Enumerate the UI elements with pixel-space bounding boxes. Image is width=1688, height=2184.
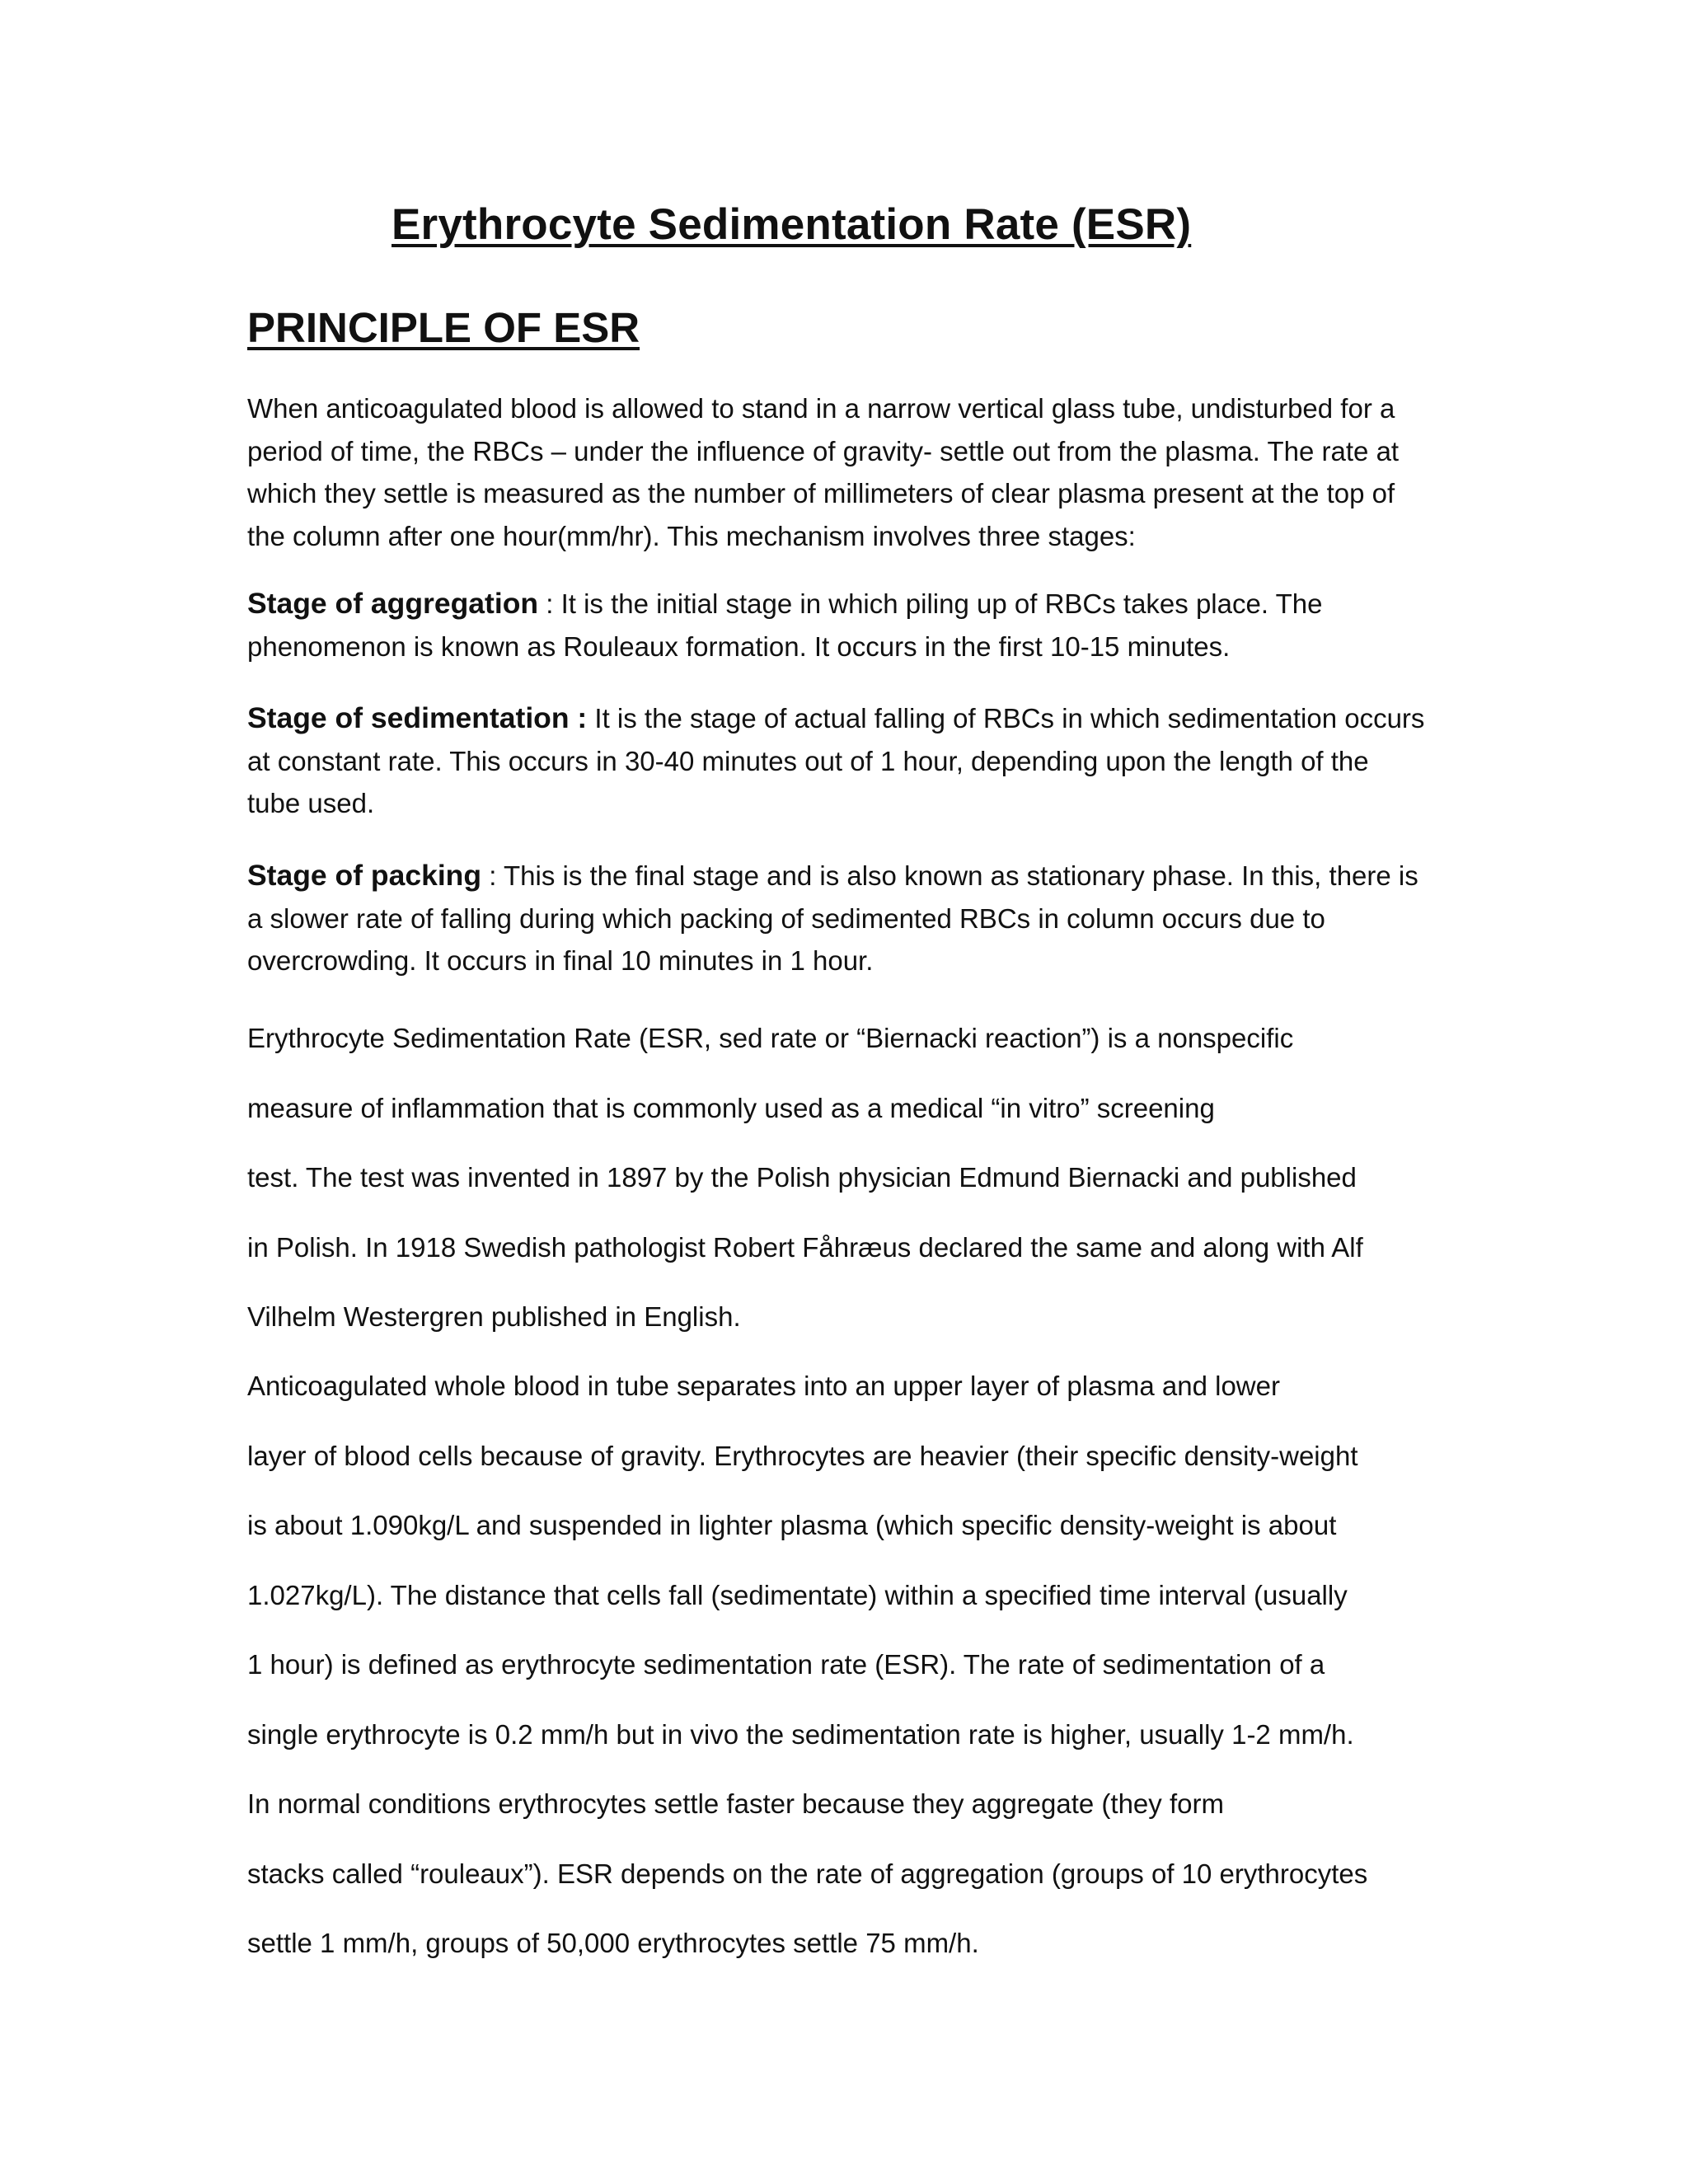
mechanism-line: stacks called “rouleaux”). ESR depends on the rate of aggregation (groups of 10 erythrocytes [247, 1858, 1368, 1889]
stage-first-line [247, 583, 1434, 626]
mechanism-line: single erythrocyte is 0.2 mm/h but in vivo the sedimentation rate is higher, usually 1-2 mm/h. [247, 1718, 1354, 1750]
stage-sedimentation-paragraph [247, 697, 1434, 825]
intro-line: the column after one hour(mm/hr). This mechanism involves three stages: [247, 520, 1136, 551]
stage-packing-paragraph [247, 855, 1434, 982]
intro-paragraph [247, 387, 1434, 557]
stage-sedimentation-text: It is the stage of actual falling of RBCs in which sedimentation occurs [594, 703, 1425, 733]
stage-sedimentation-line: at constant rate. This occurs in 30-40 minutes out of 1 hour, depending upon the length of the [247, 745, 1369, 776]
intro-line: period of time, the RBCs – under the influence of gravity- settle out from the plasma. The rate at [247, 435, 1400, 466]
document-title: Erythrocyte Sedimentation Rate (ESR) [392, 200, 1192, 249]
stage-first-line [247, 855, 1434, 898]
stage-packing-line: overcrowding. It occurs in final 10 minutes in 1 hour. [247, 945, 874, 976]
stage-packing-line: a slower rate of falling during which packing of sedimented RBCs in column occurs due to [247, 902, 1325, 934]
intro-line: which they settle is measured as the number of millimeters of clear plasma present at the top of [247, 478, 1395, 509]
stage-aggregation-paragraph [247, 583, 1434, 668]
stage-aggregation-line: phenomenon is known as Rouleaux formation. It occurs in the first 10-15 minutes. [247, 630, 1231, 662]
mechanism-line: is about 1.090kg/L and suspended in lighter plasma (which specific density-weight is about [247, 1510, 1337, 1540]
stage-packing-name: Stage of packing [247, 859, 482, 892]
mechanism-line: Anticoagulated whole blood in tube separates into an upper layer of plasma and lower [247, 1371, 1280, 1401]
history-line: in Polish. In 1918 Swedish pathologist Robert Fåhræus declared the same and along with Alf [247, 1231, 1363, 1263]
section-heading: PRINCIPLE OF ESR [247, 304, 640, 351]
history-line: Erythrocyte Sedimentation Rate (ESR, sed rate or “Biernacki reaction”) is a nonspecific [247, 1023, 1294, 1053]
stage-first-line [247, 697, 1434, 740]
history-line: Vilhelm Westergren published in English. [247, 1301, 741, 1332]
history-line: test. The test was invented in 1897 by the Polish physician Edmund Biernacki and published [247, 1162, 1357, 1193]
mechanism-line: In normal conditions erythrocytes settle faster because they aggregate (they form [247, 1788, 1224, 1819]
mechanism-line: 1.027kg/L). The distance that cells fall (sedimentate) within a specified time interval (usually [247, 1579, 1348, 1610]
stage-aggregation-name: Stage of aggregation [247, 587, 539, 620]
mechanism-line: 1 hour) is defined as erythrocyte sedimentation rate (ESR). The rate of sedimentation of a [247, 1649, 1325, 1680]
stage-sedimentation-line: tube used. [247, 788, 375, 818]
stage-packing-text: This is the final stage and is also known as stationary phase. In this, there is [503, 860, 1418, 891]
history-paragraph [247, 1004, 1434, 1352]
stage-sedimentation-name: Stage of sedimentation : [247, 701, 588, 734]
history-line: measure of inflammation that is commonly used as a medical “in vitro” screening [247, 1092, 1215, 1123]
stage-separator: : [481, 860, 504, 891]
stage-separator: : [538, 588, 561, 619]
mechanism-paragraph [247, 1352, 1434, 1979]
mechanism-line: layer of blood cells because of gravity. Erythrocytes are heavier (their specific density-weight [247, 1440, 1358, 1471]
mechanism-line: settle 1 mm/h, groups of 50,000 erythrocytes settle 75 mm/h. [247, 1928, 979, 1958]
stage-aggregation-text: It is the initial stage in which piling up of RBCs takes place. The [560, 588, 1323, 619]
intro-line: When anticoagulated blood is allowed to stand in a narrow vertical glass tube, undisturbed for a [247, 393, 1395, 424]
